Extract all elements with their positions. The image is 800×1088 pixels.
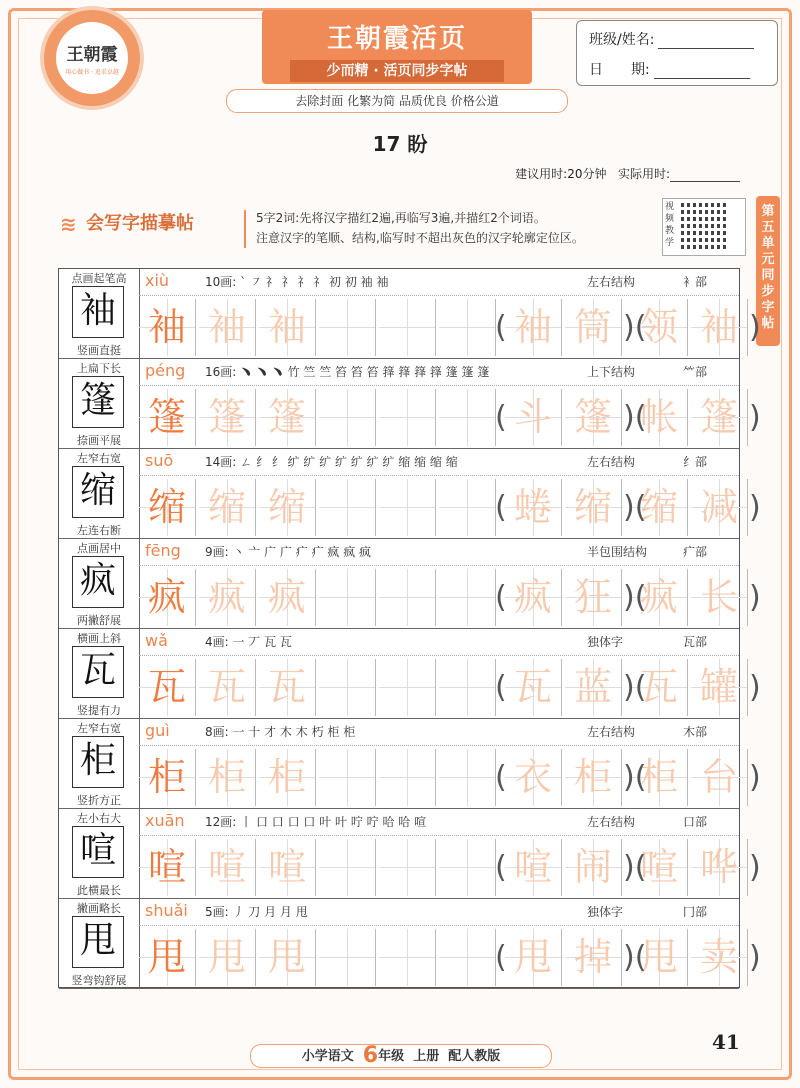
tip-top: 点画居中 <box>77 542 121 555</box>
word-trace-cell[interactable]: 罐 <box>691 659 748 716</box>
book-subtitle: 少而精 · 活页同步字帖 <box>290 60 504 82</box>
trace-character-cell[interactable]: 柜 <box>259 749 316 806</box>
lesson-title: 17 盼 <box>372 132 428 156</box>
blank-practice-cell[interactable] <box>379 749 436 806</box>
demo-character-cell: 喧 <box>139 839 196 896</box>
tip-bottom: 竖弯钩舒展 <box>71 974 127 987</box>
char-row <box>59 719 761 809</box>
class-name-field[interactable] <box>658 36 754 49</box>
structure: 上下结构 <box>587 365 636 379</box>
blank-practice-cell[interactable] <box>439 389 496 446</box>
blank-practice-cell[interactable] <box>379 659 436 716</box>
row-divider <box>139 655 739 656</box>
trace-character-cell[interactable]: 喧 <box>199 839 256 896</box>
tip-top: 横画上斜 <box>77 632 121 645</box>
model-character: 甩 <box>72 916 124 968</box>
stroke-order: 8画: 一 十 才 木 木 朽 柜 柜 <box>205 725 356 739</box>
book-title: 王朝霞活页 <box>326 24 467 54</box>
model-character: 瓦 <box>72 646 124 698</box>
word-trace-cell[interactable]: 蓝 <box>565 659 622 716</box>
word-paren-close: ) <box>749 670 761 705</box>
blank-practice-cell[interactable] <box>319 389 376 446</box>
pinyin: wǎ <box>145 631 168 650</box>
blank-practice-cell[interactable] <box>379 929 436 986</box>
char-row <box>59 629 761 719</box>
suggested-time: 建议用时:20分钟 <box>515 167 607 181</box>
word-paren-close: )( <box>623 940 647 975</box>
trace-character-cell[interactable]: 缩 <box>199 479 256 536</box>
pinyin: suō <box>145 451 174 470</box>
stroke-order: 14画: ㄥ 纟 纟 纩 纩 纩 纩 纩 纩 纩 缩 缩 缩 缩 <box>205 455 458 469</box>
student-info-box <box>576 20 778 86</box>
char-tip-column <box>59 629 140 718</box>
radical: 冂部 <box>683 905 708 919</box>
word-trace-cell[interactable]: 疯 <box>505 569 562 626</box>
word-paren-close: ) <box>749 850 761 885</box>
section-instructions <box>256 208 656 248</box>
trace-character-cell[interactable]: 篷 <box>259 389 316 446</box>
trace-character-cell[interactable]: 喧 <box>259 839 316 896</box>
word-trace-cell[interactable]: 喧 <box>505 839 562 896</box>
word-trace-cell[interactable]: 闹 <box>565 839 622 896</box>
blank-practice-cell[interactable] <box>319 479 376 536</box>
row-divider <box>139 565 739 566</box>
trace-character-cell[interactable]: 瓦 <box>199 659 256 716</box>
word-trace-cell[interactable]: 领 <box>631 299 688 356</box>
word-paren-open: ( <box>495 850 507 885</box>
tip-top: 撇画略长 <box>77 902 121 915</box>
structure: 半包围结构 <box>587 545 648 559</box>
model-character: 疯 <box>72 556 124 608</box>
word-trace-cell[interactable]: 狂 <box>565 569 622 626</box>
demo-character-cell: 袖 <box>139 299 196 356</box>
footer-grade-number: 6 <box>362 1043 379 1068</box>
word-trace-cell[interactable]: 筒 <box>565 299 622 356</box>
page-number: 41 <box>712 1030 740 1054</box>
row-divider <box>139 925 739 926</box>
section-divider <box>244 210 246 248</box>
word-paren-close: ) <box>749 580 761 615</box>
word-paren-close: ) <box>749 490 761 525</box>
blank-practice-cell[interactable] <box>439 569 496 626</box>
word-paren-close: )( <box>623 850 647 885</box>
trace-character-cell[interactable]: 甩 <box>199 929 256 986</box>
radical: 纟部 <box>683 455 708 469</box>
trace-character-cell[interactable]: 疯 <box>199 569 256 626</box>
logo-subtext: 用心做书 · 追求卓越 <box>65 69 119 76</box>
tip-bottom: 此横最长 <box>77 884 121 897</box>
radical: 木部 <box>683 725 708 739</box>
tip-bottom: 捺画平展 <box>77 434 121 447</box>
section-title: 会写字描摹帖 <box>86 213 194 234</box>
tip-bottom: 竖折方正 <box>77 794 121 807</box>
word-paren-close: )( <box>623 310 647 345</box>
trace-character-cell[interactable]: 袖 <box>199 299 256 356</box>
pinyin: xiù <box>145 271 170 290</box>
stroke-order: 9画: 丶 亠 广 广 疒 疒 疯 疯 疯 <box>205 545 372 559</box>
pinyin: xuān <box>145 811 185 830</box>
word-paren-open: ( <box>495 670 507 705</box>
demo-character-cell: 疯 <box>139 569 196 626</box>
trace-character-cell[interactable]: 甩 <box>259 929 316 986</box>
pinyin: fēng <box>145 541 181 560</box>
tip-top: 左窄右宽 <box>77 452 121 465</box>
row-divider <box>139 745 739 746</box>
unit-side-tab: 第五单元同步字帖 <box>756 196 780 346</box>
row-divider <box>139 475 739 476</box>
title-banner <box>262 10 532 84</box>
word-paren-close: ) <box>749 310 761 345</box>
word-trace-cell[interactable]: 衣 <box>505 749 562 806</box>
stroke-order: 10画: ˋ ㇇ 礻 礻 礻 礻 初 初 袖 袖 <box>205 275 389 289</box>
char-tip-column <box>59 899 140 988</box>
word-trace-cell[interactable]: 哗 <box>691 839 748 896</box>
word-paren-close: )( <box>623 400 647 435</box>
blank-practice-cell[interactable] <box>379 569 436 626</box>
trace-character-cell[interactable]: 疯 <box>259 569 316 626</box>
footer-edition: 配人教版 <box>448 1049 501 1064</box>
tip-top: 点画起笔高 <box>71 272 127 285</box>
word-paren-close: )( <box>623 490 647 525</box>
structure: 左右结构 <box>587 275 636 289</box>
actual-time-label: 实际用时: <box>617 167 670 181</box>
word-paren-close: ) <box>749 760 761 795</box>
blank-practice-cell[interactable] <box>319 569 376 626</box>
word-paren-open: ( <box>495 760 507 795</box>
tip-bottom: 竖画直挺 <box>77 344 121 357</box>
word-trace-cell[interactable]: 斗 <box>505 389 562 446</box>
word-trace-cell[interactable]: 缩 <box>565 479 622 536</box>
radical: 衤部 <box>683 275 708 289</box>
char-tip-column <box>59 359 140 448</box>
tip-bottom: 左连右断 <box>77 524 121 537</box>
word-trace-cell[interactable]: 缩 <box>631 479 688 536</box>
word-paren-open: ( <box>495 490 507 525</box>
structure: 左右结构 <box>587 725 636 739</box>
footer-term: 上册 <box>413 1049 440 1064</box>
blank-practice-cell[interactable] <box>379 839 436 896</box>
model-character: 袖 <box>72 286 124 338</box>
trace-character-cell[interactable]: 篷 <box>199 389 256 446</box>
instruction-line-2: 注意汉字的笔顺、结构,临写时不超出灰色的汉字轮廓定位区。 <box>256 231 584 245</box>
blank-practice-cell[interactable] <box>379 299 436 356</box>
model-character: 喧 <box>72 826 124 878</box>
word-trace-cell[interactable]: 台 <box>691 749 748 806</box>
char-row <box>59 359 761 449</box>
word-trace-cell[interactable]: 瓦 <box>631 659 688 716</box>
radical: 口部 <box>683 815 708 829</box>
footer-badge <box>250 1044 552 1068</box>
date-field[interactable] <box>654 66 750 79</box>
brand-logo <box>44 10 140 106</box>
class-name-label: 班级/姓名: <box>589 32 655 48</box>
word-trace-cell[interactable]: 帐 <box>631 389 688 446</box>
tip-bottom: 竖提有力 <box>77 704 121 717</box>
char-tip-column <box>59 269 140 358</box>
word-trace-cell[interactable]: 掉 <box>565 929 622 986</box>
row-divider <box>139 385 739 386</box>
blank-practice-cell[interactable] <box>439 749 496 806</box>
word-trace-cell[interactable]: 柜 <box>565 749 622 806</box>
blank-practice-cell[interactable] <box>319 929 376 986</box>
word-trace-cell[interactable]: 袖 <box>691 299 748 356</box>
word-trace-cell[interactable]: 甩 <box>505 929 562 986</box>
word-trace-cell[interactable]: 疯 <box>631 569 688 626</box>
actual-time-field[interactable] <box>670 169 740 182</box>
stroke-order: 4画: 一 丆 瓦 瓦 <box>205 635 292 649</box>
word-trace-cell[interactable]: 袖 <box>505 299 562 356</box>
blank-practice-cell[interactable] <box>319 659 376 716</box>
blank-practice-cell[interactable] <box>439 479 496 536</box>
slogan: 去除封面 化繁为简 品质优良 价格公道 <box>226 89 568 113</box>
model-character: 篷 <box>72 376 124 428</box>
stroke-order: 12画: 丨 口 口 口 口 叶 叶 咛 咛 哈 哈 喧 <box>205 815 427 829</box>
pinyin: péng <box>145 361 186 380</box>
radical: 瓦部 <box>683 635 708 649</box>
blank-practice-cell[interactable] <box>439 839 496 896</box>
trace-character-cell[interactable]: 瓦 <box>259 659 316 716</box>
tip-bottom: 两撇舒展 <box>77 614 121 627</box>
blank-practice-cell[interactable] <box>379 389 436 446</box>
char-tip-column <box>59 809 140 898</box>
word-paren-open: ( <box>495 400 507 435</box>
pinyin: shuǎi <box>145 901 188 920</box>
structure: 独体字 <box>587 635 624 649</box>
radical: ⺮部 <box>683 365 708 379</box>
demo-character-cell: 篷 <box>139 389 196 446</box>
instruction-line-1: 5字2词:先将汉字描红2遍,再临写3遍,并描红2个词语。 <box>256 211 546 225</box>
structure: 左右结构 <box>587 815 636 829</box>
class-name-row <box>589 29 754 49</box>
word-trace-cell[interactable]: 卖 <box>691 929 748 986</box>
word-paren-close: )( <box>623 670 647 705</box>
structure: 独体字 <box>587 905 624 919</box>
word-trace-cell[interactable]: 柜 <box>631 749 688 806</box>
word-paren-open: ( <box>495 580 507 615</box>
footer-subject: 小学语文 <box>301 1049 354 1064</box>
demo-character-cell: 瓦 <box>139 659 196 716</box>
stroke-order: 16画: ﹅ ﹅ ﹅ 竹 竺 竺 笞 笞 笞 箨 箨 箨 箨 篷 篷 篷 <box>205 365 490 379</box>
char-row <box>59 809 761 899</box>
footer-grade-unit: 年级 <box>378 1049 405 1064</box>
tip-top: 左窄右宽 <box>77 722 121 735</box>
char-row <box>59 899 761 989</box>
row-divider <box>139 295 739 296</box>
trace-character-cell[interactable]: 袖 <box>259 299 316 356</box>
blank-practice-cell[interactable] <box>319 749 376 806</box>
trace-character-cell[interactable]: 缩 <box>259 479 316 536</box>
model-character: 柜 <box>72 736 124 788</box>
char-row <box>59 449 761 539</box>
word-paren-open: ( <box>495 940 507 975</box>
qr-code-box[interactable] <box>662 198 746 256</box>
word-paren-open: ( <box>495 310 507 345</box>
char-row <box>59 539 761 629</box>
word-trace-cell[interactable]: 篷 <box>691 389 748 446</box>
blank-practice-cell[interactable] <box>439 299 496 356</box>
word-paren-close: ) <box>749 940 761 975</box>
date-label: 日 期: <box>589 62 650 78</box>
blank-practice-cell[interactable] <box>379 479 436 536</box>
date-row <box>589 59 750 79</box>
logo-text: 王朝霞 <box>66 45 118 65</box>
word-paren-close: ) <box>749 400 761 435</box>
model-character: 缩 <box>72 466 124 518</box>
word-trace-cell[interactable]: 喧 <box>631 839 688 896</box>
time-row <box>380 165 740 182</box>
blank-practice-cell[interactable] <box>439 659 496 716</box>
structure: 左右结构 <box>587 455 636 469</box>
practice-table <box>58 268 761 988</box>
radical: 疒部 <box>683 545 708 559</box>
trace-character-cell[interactable]: 柜 <box>199 749 256 806</box>
char-tip-column <box>59 449 140 538</box>
blank-practice-cell[interactable] <box>439 929 496 986</box>
blank-practice-cell[interactable] <box>319 839 376 896</box>
word-trace-cell[interactable]: 瓦 <box>505 659 562 716</box>
word-paren-close: )( <box>623 580 647 615</box>
word-trace-cell[interactable]: 篷 <box>565 389 622 446</box>
word-trace-cell[interactable]: 长 <box>691 569 748 626</box>
qr-label: 视频教学 <box>665 202 675 248</box>
word-trace-cell[interactable]: 减 <box>691 479 748 536</box>
pinyin: guì <box>145 721 170 740</box>
wave-icon: ≋ <box>60 212 77 236</box>
word-paren-close: )( <box>623 760 647 795</box>
char-row <box>59 269 761 359</box>
row-divider <box>139 835 739 836</box>
word-trace-cell[interactable]: 甩 <box>631 929 688 986</box>
qr-code-pattern <box>681 203 727 249</box>
char-tip-column <box>59 719 140 808</box>
char-tip-column <box>59 539 140 628</box>
tip-top: 上扁下长 <box>77 362 121 375</box>
demo-character-cell: 柜 <box>139 749 196 806</box>
demo-character-cell: 缩 <box>139 479 196 536</box>
word-trace-cell[interactable]: 蜷 <box>505 479 562 536</box>
tip-top: 左小右大 <box>77 812 121 825</box>
blank-practice-cell[interactable] <box>319 299 376 356</box>
stroke-order: 5画: 丿 刀 月 月 甩 <box>205 905 308 919</box>
demo-character-cell: 甩 <box>139 929 196 986</box>
